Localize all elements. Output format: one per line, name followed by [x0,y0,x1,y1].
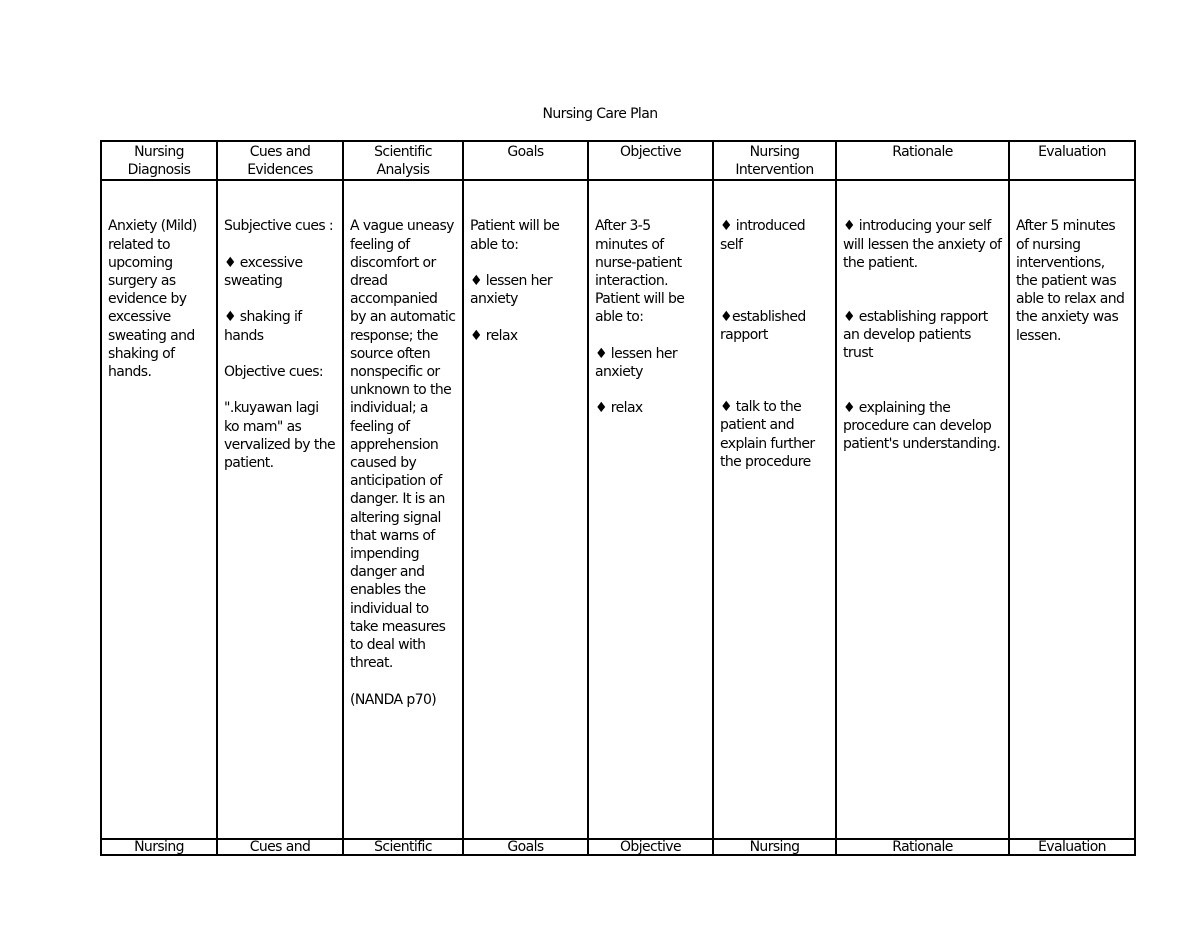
care-plan-table [100,140,1136,856]
header-nursing-diagnosis: Nursing Diagnosis [101,141,217,180]
page-title: Nursing Care Plan [542,106,658,122]
objective-item: ♦ relax [595,400,643,417]
objective-intro: After 3-5 minutes of nurse-patient interaction. Patient will be able to: [595,218,685,326]
analysis-text: A vague uneasy feeling of discomfort or dread accompanied by an automatic response; the source often nonspecific or unknown to the individual; a feeling of apprehension caused by anticipation of danger. It is an altering signal that warns of impending danger and enables the individual to take measures to deal with threat. [350,218,456,672]
header-rationale: Rationale [836,141,1009,180]
evaluation-text: After 5 minutes of nursing interventions, the patient was able to relax and the anxiety was lessen. [1016,218,1125,344]
intervention-item: ♦ talk to the patient and explain further the procedure [720,399,815,470]
footer-header-cell: Scientific [343,839,463,855]
cell-cues [217,180,343,839]
subjective-cues-label: Subjective cues : [224,218,334,235]
goals-intro: Patient will be able to: [470,218,560,253]
footer-header-cell: Goals [463,839,588,855]
objective-item: ♦ lessen her anxiety [595,345,678,381]
cell-intervention [713,180,836,839]
footer-header-cell: Rationale [836,839,1009,855]
rationale-item: ♦ establishing rapport an develop patients trust [843,309,988,362]
objective-cue-item: ".kuyawan lagi ko mam" as vervalized by the patient. [224,400,335,471]
diagnosis-text: Anxiety (Mild) related to upcoming surgery as evidence by excessive sweating and shaking of hands. [108,218,197,381]
rationale-item: ♦ introducing your self will lessen the anxiety of the patient. [843,218,1002,271]
footer-header-cell: Nursing [713,839,836,855]
header-objective: Objective [588,141,713,180]
analysis-reference: (NANDA p70) [350,691,437,708]
goal-item: ♦ relax [470,327,518,344]
table-row [101,180,1135,839]
footer-header-cell: Objective [588,839,713,855]
header-cues-evidences: Cues and Evidences [217,141,343,180]
cell-goals [463,180,588,839]
header-row [101,141,1135,180]
cell-objective [588,180,713,839]
header-nursing-intervention: Nursing Intervention [713,141,836,180]
rationale-item: ♦ explaining the procedure can develop patient's understanding. [843,399,1001,453]
intervention-item: ♦ introduced self [720,218,806,253]
cell-rationale [836,180,1009,839]
goal-item: ♦ lessen her anxiety [470,273,553,308]
header-evaluation: Evaluation [1009,141,1135,180]
objective-cues-label: Objective cues: [224,363,324,380]
intervention-item: ♦established rapport [720,308,806,344]
footer-header-cell: Cues and [217,839,343,855]
header-scientific-analysis: Scientific Analysis [343,141,463,180]
subjective-cue-item: ♦ shaking if hands [224,309,302,344]
cell-analysis [343,180,463,839]
cell-diagnosis [101,180,217,839]
cell-evaluation [1009,180,1135,839]
repeated-header-row [101,839,1135,855]
footer-header-cell: Nursing [101,839,217,855]
header-goals: Goals [463,141,588,180]
subjective-cue-item: ♦ excessive sweating [224,254,303,289]
footer-header-cell: Evaluation [1009,839,1135,855]
